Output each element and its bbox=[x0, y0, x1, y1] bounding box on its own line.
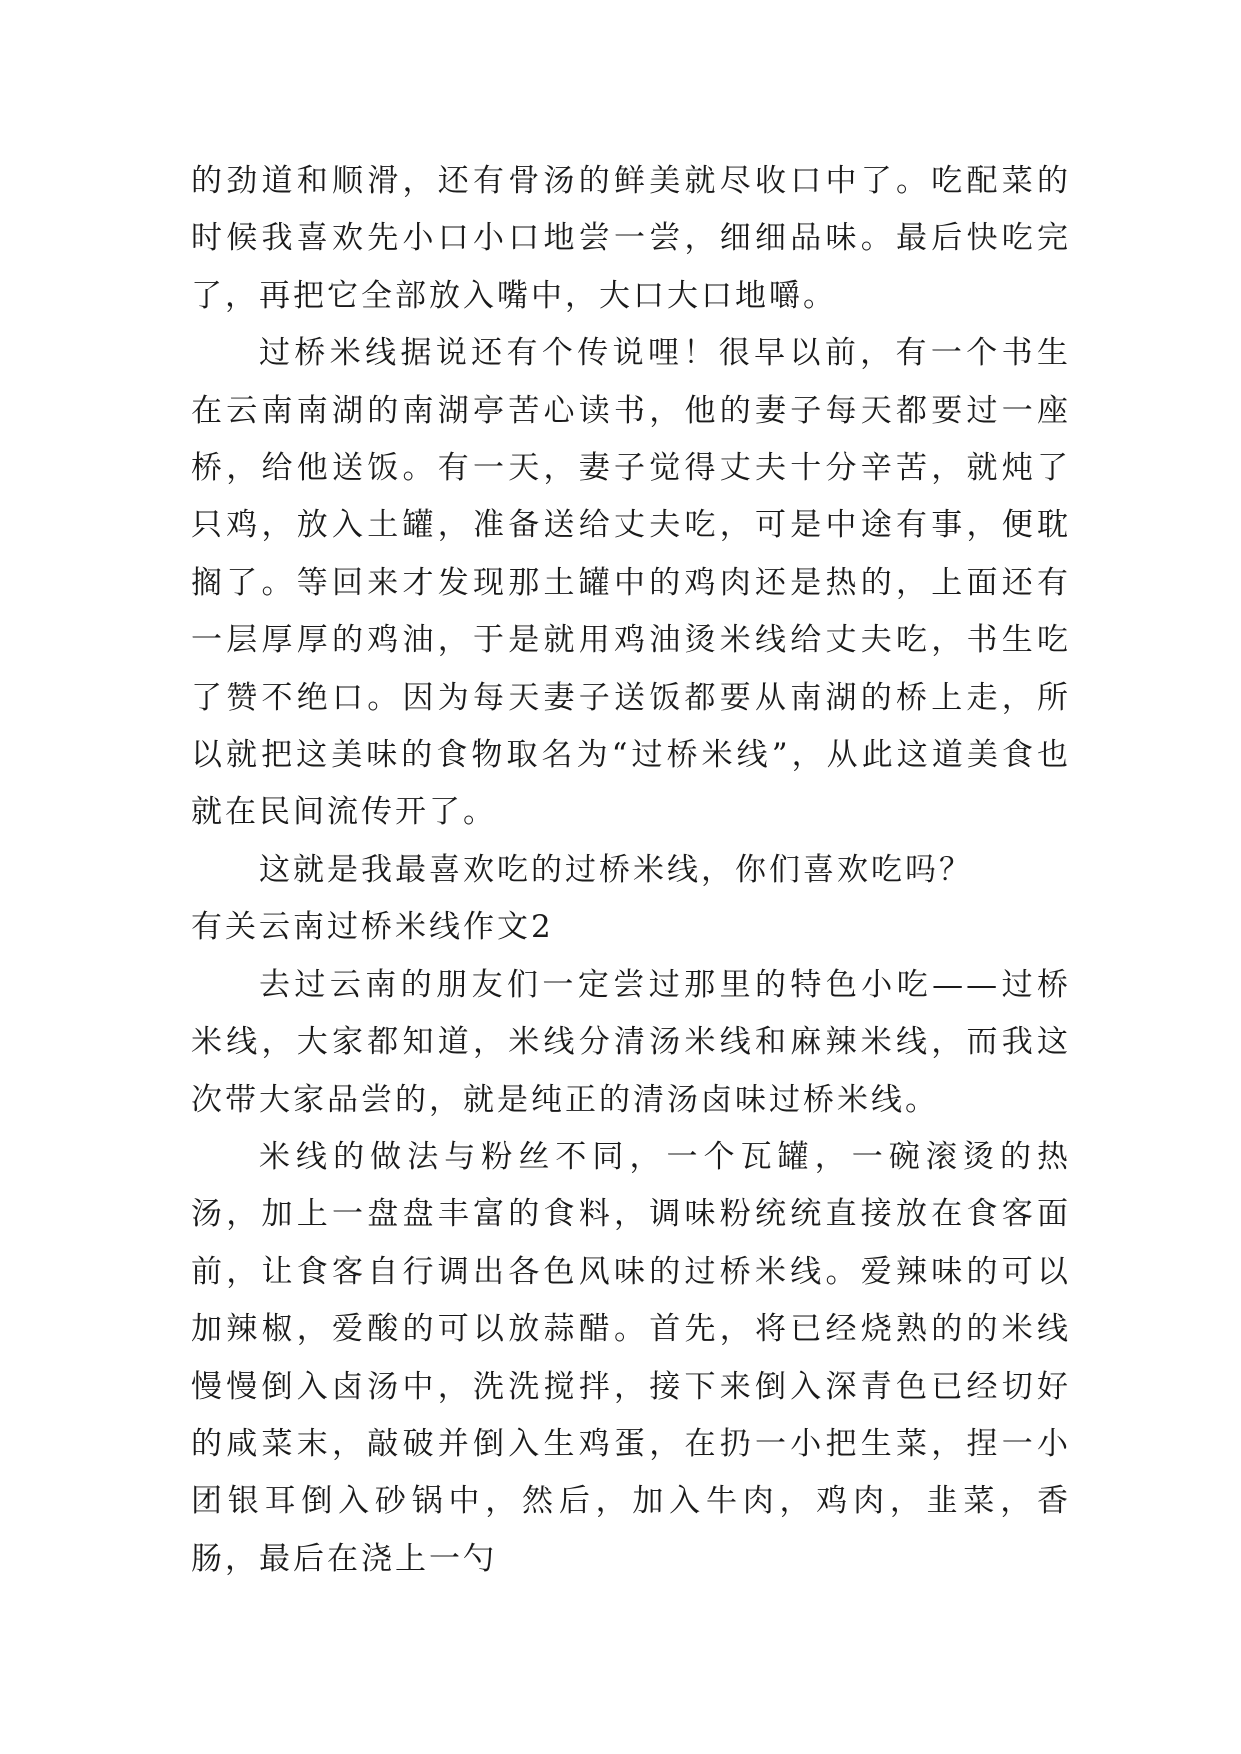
paragraph-4: 去过云南的朋友们一定尝过那里的特色小吃——过桥米线，大家都知道，米线分清汤米线和麻辣米线，而我这次带大家品尝的，就是纯正的清汤卤味过桥米线。 bbox=[191, 966, 1071, 1118]
paragraph-2: 过桥米线据说还有个传说哩！很早以前，有一个书生在云南南湖的南湖亭苦心读书，他的妻子每天都要过一座桥，给他送饭。有一天，妻子觉得丈夫十分辛苦，就炖了只鸡，放入土罐，准备送给丈夫吃，可是中途有事，便耽搁了。等回来才发现那土罐中的鸡肉还是热的，上面还有一层厚厚的鸡油，于是就用鸡油烫米线给丈夫吃，书生吃了赞不绝口。因为每天妻子送饭都要从南湖的桥上走，所以就把这美味的食物取名为“过桥米线”，从此这道美食也就在民间流传开了。 bbox=[191, 335, 1071, 831]
paragraph-1: 的劲道和顺滑，还有骨汤的鲜美就尽收口中了。吃配菜的时候我喜欢先小口小口地尝一尝，细细品味。最后快吃完了，再把它全部放入嘴中，大口大口地嚼。 bbox=[191, 163, 1071, 314]
document-body bbox=[191, 153, 1071, 1588]
paragraph-3: 这就是我最喜欢吃的过桥米线，你们喜欢吃吗？ bbox=[259, 851, 973, 888]
paragraph-5: 米线的做法与粉丝不同，一个瓦罐，一碗滚烫的热汤，加上一盘盘丰富的食料，调味粉统统直接放在食客面前，让食客自行调出各色风味的过桥米线。爱辣味的可以加辣椒，爱酸的可以放蒜醋。首先，将已经烧熟的的米线慢慢倒入卤汤中，洗洗搅拌，接下来倒入深青色已经切好的咸菜末，敲破并倒入生鸡蛋，在扔一小把生菜，捏一小团银耳倒入砂锅中，然后，加入牛肉，鸡肉，韭菜，香肠，最后在浇上一勺 bbox=[191, 1138, 1071, 1577]
section-heading: 有关云南过桥米线作文2 bbox=[191, 909, 554, 946]
